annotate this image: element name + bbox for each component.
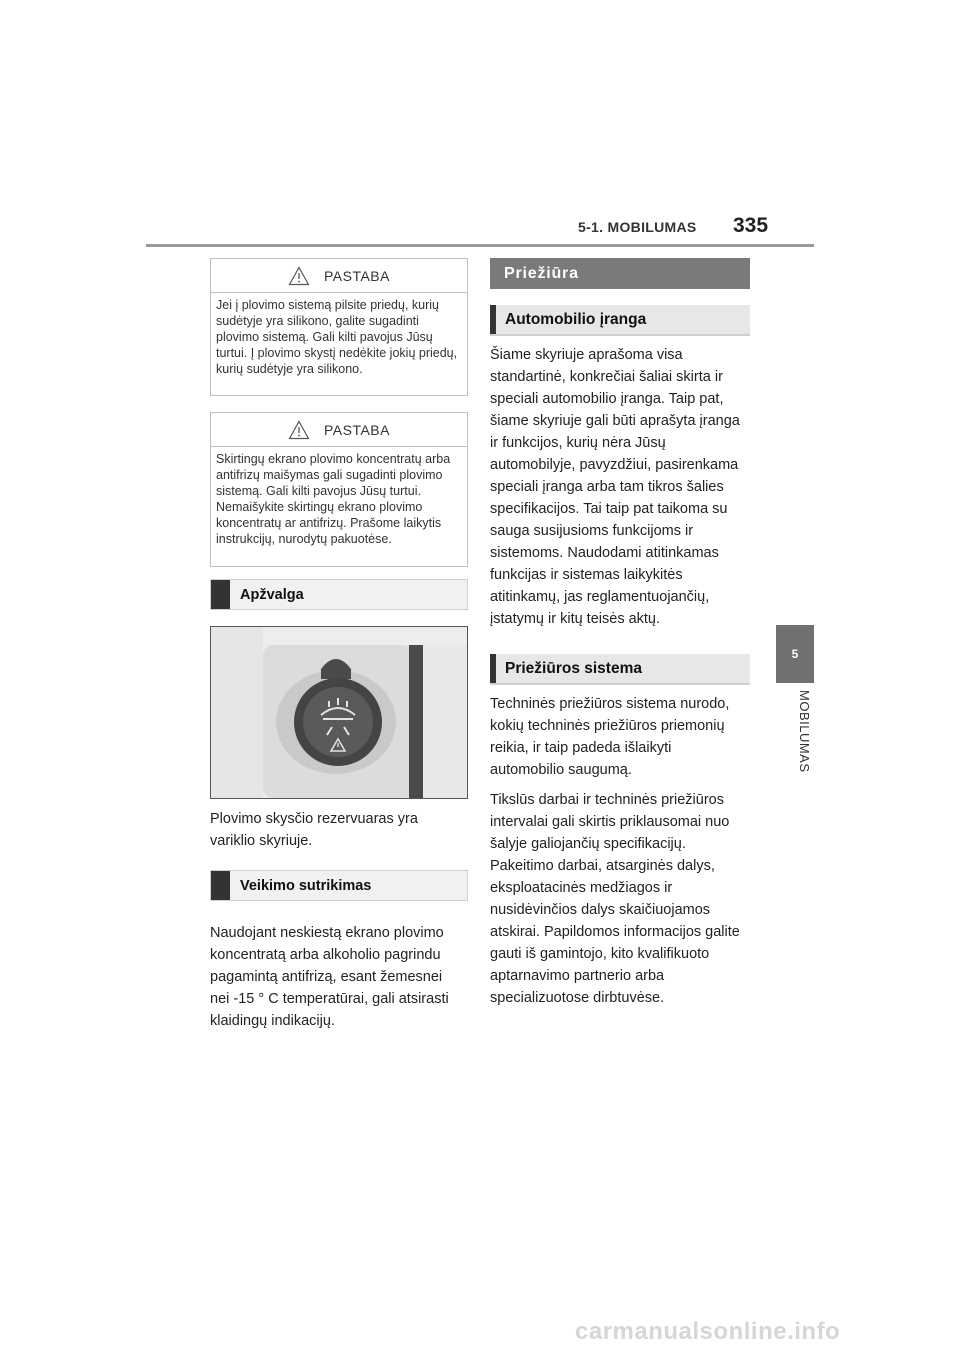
left-column	[210, 258, 468, 1032]
note-header	[211, 259, 467, 293]
malfunction-heading-label: Veikimo sutrikimas	[240, 877, 372, 894]
malfunction-text: Naudojant neskiestą ekrano plovimo koncentratą arba alkoholio pagrindu pagamintą antifrizą, esant žemesnei nei -15 ° C temperatūrai, gali atsirasti klaidingų indikacijų.	[210, 925, 449, 1029]
chapter-tab: 5	[776, 625, 814, 683]
overview-heading-label: Apžvalga	[240, 586, 304, 603]
service-text-2: Tikslūs darbai ir techninės priežiūros intervalai gali skirtis priklausomai nuo šalyje galiojančių specifikacijų. Pakeitimo darbai, atsarginės dalys, eksploatacinės medžiagos ir nusidėvinčios dalys skaičiuojamos atskirai. Papildomos informacijos galite gauti iš gamintojo, kito kvalifikuoto aptarnavimo partnerio arba specializuotose dirbtuvėse.	[490, 792, 740, 1006]
note-title: PASTABA	[323, 267, 390, 284]
service-system-heading	[490, 654, 750, 685]
equipment-heading-label: Automobilio įranga	[505, 310, 647, 328]
header-divider	[146, 244, 814, 247]
note-box-silicone	[210, 258, 468, 396]
note-title: PASTABA	[323, 421, 390, 438]
malfunction-heading	[210, 870, 468, 901]
washer-reservoir-figure	[210, 626, 468, 799]
figure-caption: Plovimo skysčio rezervuaras yra variklio skyriuje.	[210, 811, 418, 849]
maintenance-heading: Priežiūra	[490, 258, 750, 289]
note-box-mixing	[210, 412, 468, 567]
note-text: Skirtingų ekrano plovimo koncentratų arba antifrizų maišymas gali sugadinti plovimo sistemą. Gali kilti pavojus Jūsų turtui. Nemaišykite skirtingų ekrano plovimo koncentratų ar antifrizų. Prašome laikytis instrukcijų, nurodytų pakuotėse.	[216, 452, 451, 546]
section-title: 5-1. MOBILUMAS	[578, 219, 697, 235]
warning-triangle-icon	[288, 420, 310, 440]
overview-heading	[210, 579, 468, 610]
equipment-heading	[490, 305, 750, 336]
watermark-text: carmanualsonline.info	[575, 1318, 841, 1345]
warning-triangle-icon	[288, 266, 310, 286]
service-system-heading-label: Priežiūros sistema	[505, 659, 642, 677]
washer-cap-illustration	[211, 627, 467, 798]
chapter-tab-label: MOBILUMAS	[797, 690, 812, 773]
equipment-text: Šiame skyriuje aprašoma visa standartinė, konkrečiai šaliai skirta ir speciali automobilio įranga. Taip pat, šiame skyriuje gali būti aprašyta įranga ir funkcijos, kurių nėra Jūsų automobilyje, pavyzdžiui, pasirenkama speciali įranga arba tam tikros šalies specifikacijos. Tai taip pat taikoma su sauga susijusioms funkcijoms ir sistemoms. Naudodami atitinkamas funkcijas ir sistemas laikykitės atitinkamų, jas reglamentuojančių, įstatymų ir kitų teisės aktų.	[490, 347, 740, 627]
note-header	[211, 413, 467, 447]
note-text: Jei į plovimo sistemą pilsite priedų, kurių sudėtyje yra silikono, galite sugadinti plovimo sistemą. Gali kilti pavojus Jūsų turtui. Į plovimo skystį nedėkite jokių priedų, kurių sudėtyje yra silikono.	[216, 298, 458, 376]
page-number: 335	[733, 214, 769, 237]
service-text-1: Techninės priežiūros sistema nurodo, kokių techninės priežiūros priemonių reikia, ir taip padeda išlaikyti automobilio saugumą.	[490, 696, 730, 778]
right-column	[490, 258, 750, 1009]
